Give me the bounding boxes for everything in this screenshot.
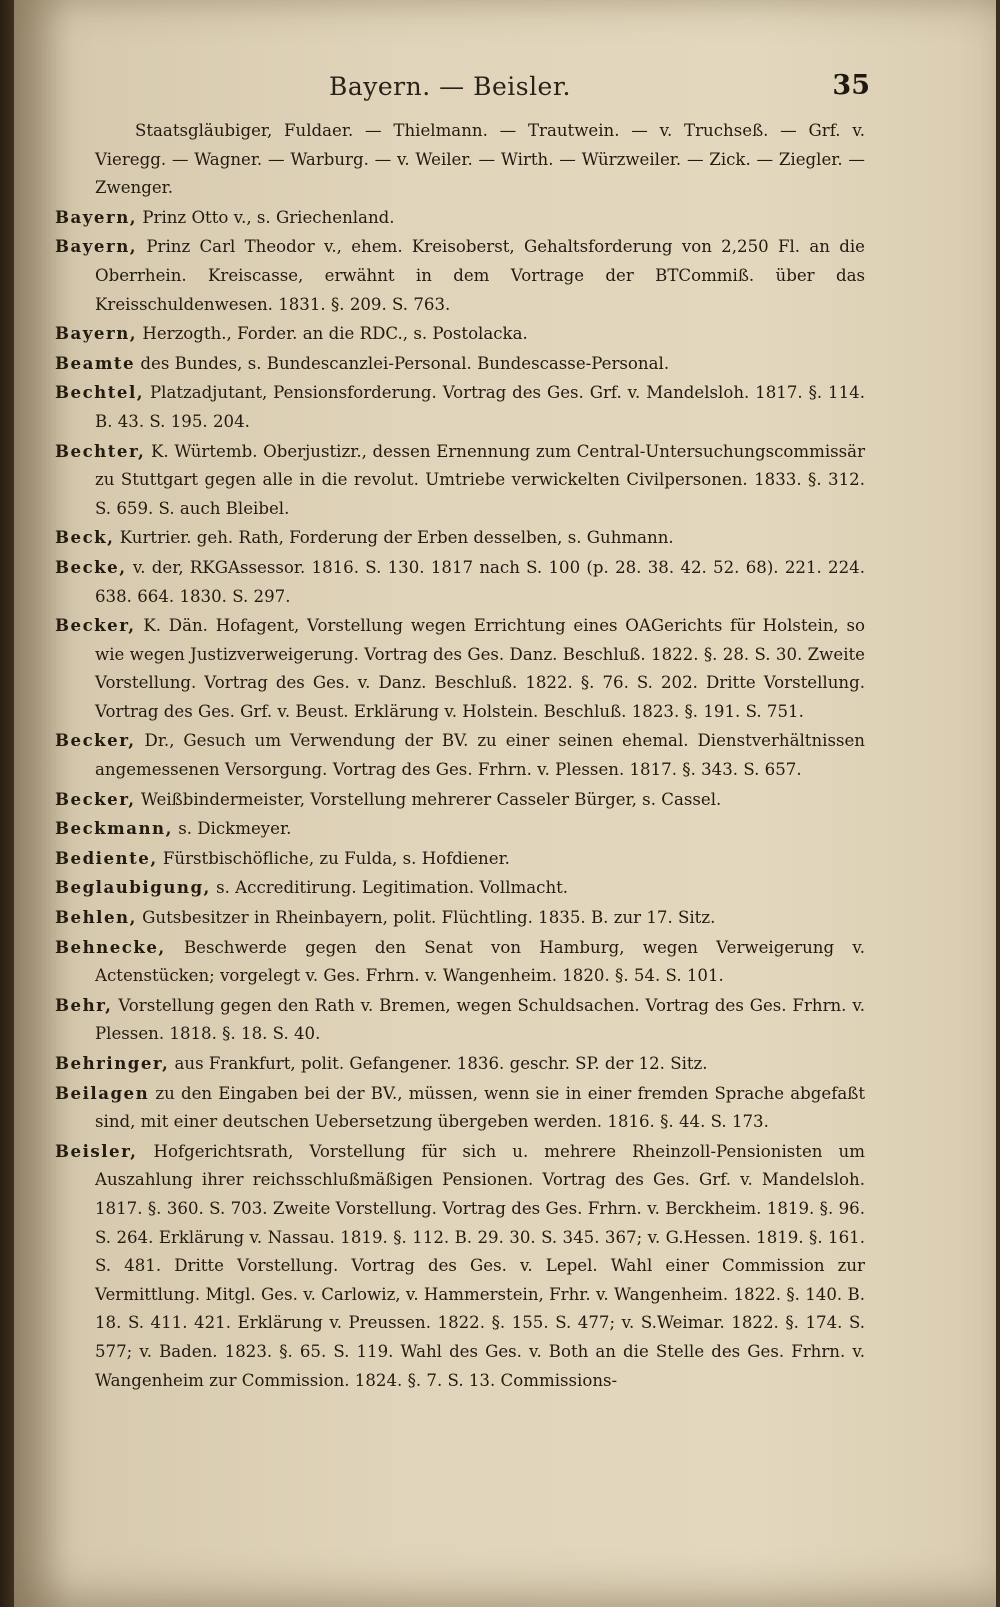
index-entry (55, 203, 865, 233)
entry-text: Kurtrier. geh. Rath, Forderung der Erben desselben, s. Guhmann. (119, 528, 674, 548)
index-entry (55, 844, 865, 874)
running-head: Bayern. — Beisler. (328, 72, 572, 101)
page-number: 35 (832, 70, 870, 101)
entry-headword: Beilagen (55, 1082, 150, 1103)
entry-headword: Bayern, (55, 236, 138, 257)
entry-headword: Bayern, (55, 206, 138, 227)
entry-headword: Becke, (55, 556, 127, 577)
index-entry (55, 523, 865, 553)
entry-text: Vorstellung gegen den Rath v. Bremen, wegen Schuldsachen. Vortrag des Ges. Frhrn. v. Plessen. 1818. §. 18. S. 40. (95, 995, 866, 1044)
entry-text: aus Frankfurt, polit. Gefangener. 1836. geschr. SP. der 12. Sitz. (174, 1054, 708, 1073)
entry-text: Hofgerichtsrath, Vorstellung für sich u. mehrere Rheinzoll-Pensionisten um Auszahlung ihrer reichsschlußmäßigen Pensionen. Vortrag des Ges. Grf. v. Mandelsloh. 1817. §. 360. S. 703. Zweite Vorstellung. Vortrag des Ges. Frhrn. v. Berckheim. 1819. §. 96. S. 264. Erklärung v. Nassau. 1819. §. 112. B. 29. 30. S. 345. 367; v. G.Hessen. 1819. §. 161. S. 481. Dritte Vorstellung. Vortrag des Ges. v. Lepel. Wahl einer Commission zur Vermittlung. Mitgl. Ges. v. Carlowiz, v. Hammerstein, Frhr. v. Wangenheim. 1822. §. 140. B. 18. S. 411. 421. Erklärung v. Preussen. 1822. §. 155. S. 477; v. S.Weimar. 1822. §. 174. S. 577; v. Baden. 1823. §. 65. S. 119. Wahl des Ges. v. Both an die Stelle des Ges. Frhrn. v. Wangenheim zur Commission. 1824. §. 7. S. 13. Commissions- (95, 1141, 865, 1390)
entry-headword: Behnecke, (55, 936, 166, 957)
entry-text: s. Dickmeyer. (178, 819, 292, 839)
entry-headword: Bechtel, (55, 382, 145, 403)
index-entry (55, 785, 865, 815)
entry-text: Herzogth., Forder. an die RDC., s. Postolacka. (142, 324, 528, 344)
entry-headword: Beglaubigung, (55, 877, 211, 898)
index-entry (55, 814, 865, 844)
entry-text: v. der, RKGAssessor. 1816. S. 130. 1817 nach S. 100 (p. 28. 38. 42. 52. 68). 221. 224. 638. 664. 1830. S. 297. (95, 557, 866, 606)
entry-text: Platzadjutant, Pensionsforderung. Vortrag des Ges. Grf. v. Mandelsloh. 1817. §. 114. B. 43. S. 195. 204. (95, 383, 865, 431)
entry-headword: Behlen, (55, 907, 137, 928)
entry-headword: Beamte (55, 352, 136, 373)
entry-headword: Bechter, (55, 440, 146, 461)
entry-text: Beschwerde gegen den Senat von Hamburg, wegen Verweigerung v. Actenstücken; vorgelegt v. Ges. Frhrn. v. Wangenheim. 1820. §. 54. S. 101. (95, 937, 865, 986)
entry-text: K. Dän. Hofagent, Vorstellung wegen Errichtung eines OAGerichts für Holstein, so wie wegen Justizverweigerung. Vortrag des Ges. Danz. Beschluß. 1822. §. 28. S. 30. Zweite Vorstellung. Vortrag des Ges. v. Danz. Beschluß. 1822. §. 76. S. 202. Dritte Vorstellung. Vortrag des Ges. Grf. v. Beust. Erklärung v. Holstein. Beschluß. 1823. §. 191. S. 751. (95, 616, 865, 721)
index-entry (55, 726, 865, 784)
index-entry (55, 553, 865, 611)
entry-headword: Beisler, (55, 1140, 138, 1161)
entry-headword: Beck, (55, 527, 115, 548)
entry-text: Gutsbesitzer in Rheinbayern, polit. Flüchtling. 1835. B. zur 17. Sitz. (142, 908, 716, 928)
index-entry (55, 903, 865, 933)
index-entry (55, 991, 865, 1049)
index-entry (55, 319, 865, 349)
page-header (0, 72, 1000, 112)
entry-text: Fürstbischöfliche, zu Fulda, s. Hofdiener. (162, 848, 510, 868)
entry-headword: Bediente, (55, 847, 158, 868)
index-entry (55, 378, 865, 436)
index-entry (55, 1137, 865, 1395)
entry-text: K. Würtemb. Oberjustizr., dessen Ernennung zum Central-Untersuchungscommissär zu Stuttgart gegen alle in die revolut. Umtriebe verwickelten Civilpersonen. 1833. §. 312. S. 659. S. auch Bleibel. (95, 441, 866, 518)
entry-text: Prinz Otto v., s. Griechenland. (142, 207, 395, 227)
entry-text: Staatsgläubiger, Fuldaer. — Thielmann. — Trautwein. — v. Truchseß. — Grf. v. Vieregg. — Wagner. — Warburg. — v. Weiler. — Wirth. — Würzweiler. — Zick. — Ziegler. — Zwenger. (95, 121, 865, 198)
entry-headword: Becker, (55, 730, 136, 751)
index-entry (55, 873, 865, 903)
index-entry (55, 117, 865, 203)
index-entry (55, 437, 865, 524)
entry-text: Prinz Carl Theodor v., ehem. Kreisoberst, Gehaltsforderung von 2,250 Fl. an die Oberrhein. Kreiscasse, erwähnt in dem Vortrage der BTCommiß. über das Kreisschuldenwesen. 1831. §. 209. S. 763. (95, 237, 865, 314)
index-entry (55, 1049, 865, 1079)
entry-text: Dr., Gesuch um Verwendung der BV. zu einer seinen ehemal. Dienstverhältnissen angemessenen Versorgung. Vortrag des Ges. Frhrn. v. Plessen. 1817. §. 343. S. 657. (95, 731, 865, 780)
index-entry (55, 232, 865, 319)
entry-headword: Becker, (55, 788, 136, 809)
index-entry (55, 1079, 865, 1137)
entry-headword: Behringer, (55, 1053, 170, 1073)
entry-text: s. Accreditirung. Legitimation. Vollmacht. (216, 878, 569, 898)
entry-headword: Bayern, (55, 323, 138, 344)
index-entry (55, 611, 865, 726)
entry-headword: Beckmann, (55, 818, 173, 839)
entry-headword: Becker, (55, 615, 136, 636)
entry-text: Weißbindermeister, Vorstellung mehrerer Casseler Bürger, s. Cassel. (140, 789, 722, 809)
entry-text: zu den Eingaben bei der BV., müssen, wenn sie in einer fremden Sprache abgefaßt sind, mit einer deutschen Uebersetzung übergeben werden. 1816. §. 44. S. 173. (95, 1083, 865, 1132)
index-entries (55, 117, 865, 1395)
entry-headword: Behr, (55, 994, 113, 1015)
index-entry (55, 933, 865, 991)
index-entry (55, 349, 865, 379)
entry-text: des Bundes, s. Bundescanzlei-Personal. Bundescasse-Personal. (140, 353, 670, 373)
